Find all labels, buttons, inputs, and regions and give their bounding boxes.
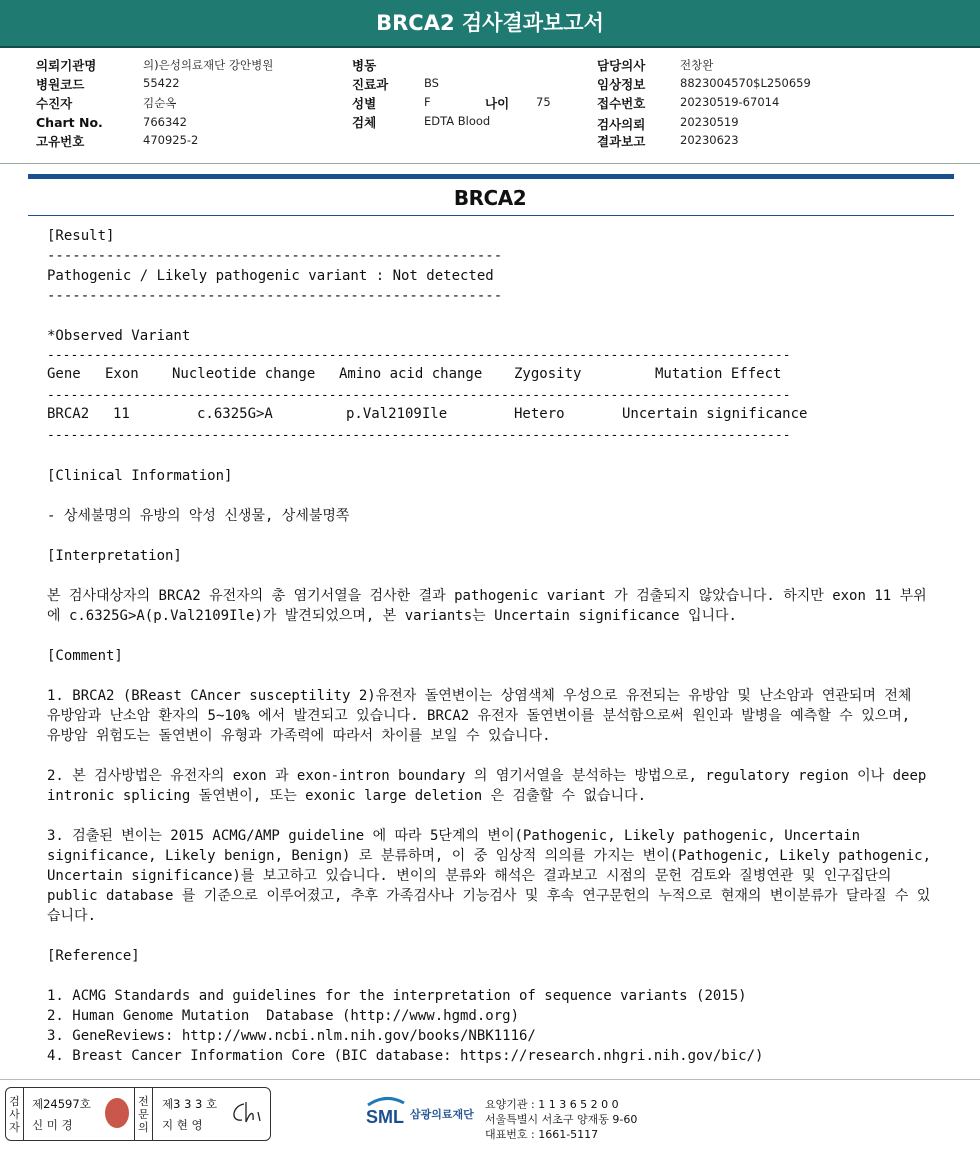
col-header: Exon <box>105 366 139 382</box>
organization-info <box>485 1097 637 1142</box>
header-value: 8823004570$L250659 <box>680 76 811 90</box>
signer-name: 신 미 경 <box>32 1118 73 1132</box>
observed-heading: *Observed Variant <box>47 328 191 344</box>
header-value: 20230519 <box>680 115 739 129</box>
header-label: 결과보고 <box>597 134 646 149</box>
comment-item: 1. BRCA2 (BReast CAncer susceptility 2)유전자 돌연변이는 상염색체 우성으로 유전되는 유방암 및 난소암과 연관되며 전체 유방암과 난소암 환자의 5~10% 에서 발견되고 있습니다. BRCA2 유전자 돌연변이를 분석함으로써 원인과 발병을 예측할 수 있으며, 유방암 위험도는 돌연변이 유형과 가족력에 따라서 차이를 보일 수 있습니다. <box>47 688 912 744</box>
header-value: 55422 <box>143 76 180 90</box>
signature-box <box>5 1087 271 1141</box>
comment-item: 3. 검출된 변이는 2015 ACMG/AMP guideline 에 따라 5단계의 변이(Pathogenic, Likely pathogenic, Uncertain significance, Likely benign, Benign) 로 분류하며, 이 중 임상적 의의를 가지는 변이(Pathogenic, Likely pathogenic, Uncertain significance)를 보고하고 있습니다. 변이의 분류와 해석은 결과보고 시점의 문헌 검토와 질병연관 및 인구집단의 public database 를 기준으로 이루어졌고, 추후 가족검사나 기능검사 및 후속 연구문헌의 누적으로 현재의 변이분류가 달라질 수 있습니다. <box>47 828 932 924</box>
header-label: 고유번호 <box>36 134 85 149</box>
age-value: 75 <box>536 95 551 109</box>
header-value: 의)은성의료재단 강안병원 <box>143 58 274 72</box>
col-header: Gene <box>47 366 81 382</box>
company-logo <box>366 1093 476 1133</box>
footer-divider <box>0 1079 980 1080</box>
header-label: 임상정보 <box>597 77 646 92</box>
cell-exon: 11 <box>113 406 130 422</box>
org-line: 요양기관 : 1 1 3 6 5 2 0 0 <box>485 1098 619 1111</box>
dash-line: ----------------------------------------------------------------------------------------------- <box>47 388 791 403</box>
signer-name: 지 현 영 <box>162 1118 203 1132</box>
header-label: 병동 <box>352 58 377 73</box>
section-underline <box>28 215 954 216</box>
header-label: 검사의뢰 <box>597 117 646 132</box>
cell-amino-acid: p.Val2109Ile <box>346 406 448 422</box>
result-line: Pathogenic / Likely pathogenic variant : Not detected <box>47 268 494 284</box>
seal-stamp <box>105 1098 129 1128</box>
section-rule <box>28 174 954 179</box>
cell-effect: Uncertain significance <box>622 406 808 422</box>
signer-license: 제3 3 3 호 <box>162 1097 218 1111</box>
header-value: 전창완 <box>680 58 714 72</box>
comment-item: 2. 본 검사방법은 유전자의 exon 과 exon-intron boundary 의 염기서열을 분석하는 방법으로, regulatory region 이나 deep intronic splicing 돌연변이, 또는 exonic large deletion 은 검출할 수 없습니다. <box>47 768 927 804</box>
col-header: Amino acid change <box>339 366 483 382</box>
signer-license: 제24597호 <box>32 1097 91 1111</box>
interpretation-text: 본 검사대상자의 BRCA2 유전자의 총 염기서열을 검사한 결과 pathogenic variant 가 검출되지 않았습니다. 하지만 exon 11 부위에 c.6325G>A(p.Val2109Ile)가 발견되었으며, 본 variants는 Uncertain significance 입니다. <box>47 588 927 624</box>
report-title: BRCA2 검사결과보고서 <box>0 0 980 48</box>
cell-nucleotide: c.6325G>A <box>197 406 273 422</box>
header-label: 병원코드 <box>36 77 85 92</box>
patient-header <box>0 54 980 164</box>
header-value: EDTA Blood <box>424 114 491 128</box>
interpretation-heading: [Interpretation] <box>47 548 182 564</box>
header-label: 수진자 <box>36 96 73 111</box>
col-header: Nucleotide change <box>172 366 316 382</box>
age-label: 나이 <box>485 96 510 111</box>
dash-line: ----------------------------------------------------------------------------------------------- <box>47 348 791 363</box>
svg-text:SML: SML <box>366 1107 404 1127</box>
header-value: 20230623 <box>680 133 739 147</box>
header-divider <box>0 163 980 164</box>
col-header: Zygosity <box>514 366 582 382</box>
svg-text:삼광의료재단: 삼광의료재단 <box>410 1108 474 1121</box>
reference-item: 2. Human Genome Mutation Database (http://www.hgmd.org) <box>47 1008 520 1024</box>
reference-item: 1. ACMG Standards and guidelines for the interpretation of sequence variants (2015) <box>47 988 747 1004</box>
reference-item: 4. Breast Cancer Information Core (BIC database: https://research.nhgri.nih.gov/bic/) <box>47 1048 764 1064</box>
header-label: 접수번호 <box>597 96 646 111</box>
clinical-heading: [Clinical Information] <box>47 468 233 484</box>
cell-gene: BRCA2 <box>47 406 90 422</box>
org-line: 대표번호 : 1661-5117 <box>485 1128 599 1141</box>
section-title: BRCA2 <box>453 186 527 210</box>
header-value: 470925-2 <box>143 133 199 147</box>
header-label: Chart No. <box>36 115 103 130</box>
header-value: 20230519-67014 <box>680 95 780 109</box>
header-label: 성별 <box>352 96 377 111</box>
header-label: 검체 <box>352 115 377 130</box>
reference-item: 3. GeneReviews: http://www.ncbi.nlm.nih.gov/books/NBK1116/ <box>47 1028 536 1044</box>
header-value: 766342 <box>143 115 187 129</box>
signature <box>226 1098 266 1130</box>
dash-line: ------------------------------------------------------ <box>47 248 503 264</box>
header-value: BS <box>424 76 439 90</box>
reference-heading: [Reference] <box>47 948 140 964</box>
dash-line: ----------------------------------------------------------------------------------------------- <box>47 428 791 443</box>
header-value: F <box>424 95 431 109</box>
org-line: 서울특별시 서초구 양재동 9-60 <box>485 1113 638 1126</box>
cell-zygosity: Hetero <box>514 406 565 422</box>
header-label: 담당의사 <box>597 58 646 73</box>
header-label: 의뢰기관명 <box>36 58 97 73</box>
col-header: Mutation Effect <box>655 366 782 382</box>
signer-role-1: 검 사 자 <box>6 1088 24 1140</box>
header-label: 진료과 <box>352 77 389 92</box>
header-value: 김순옥 <box>143 96 177 110</box>
comment-heading: [Comment] <box>47 648 123 664</box>
signer-role-2: 전 문 의 <box>134 1088 153 1140</box>
clinical-text: - 상세불명의 유방의 악성 신생물, 상세불명쪽 <box>47 508 350 524</box>
result-heading: [Result] <box>47 228 115 244</box>
dash-line: ------------------------------------------------------ <box>47 288 503 304</box>
